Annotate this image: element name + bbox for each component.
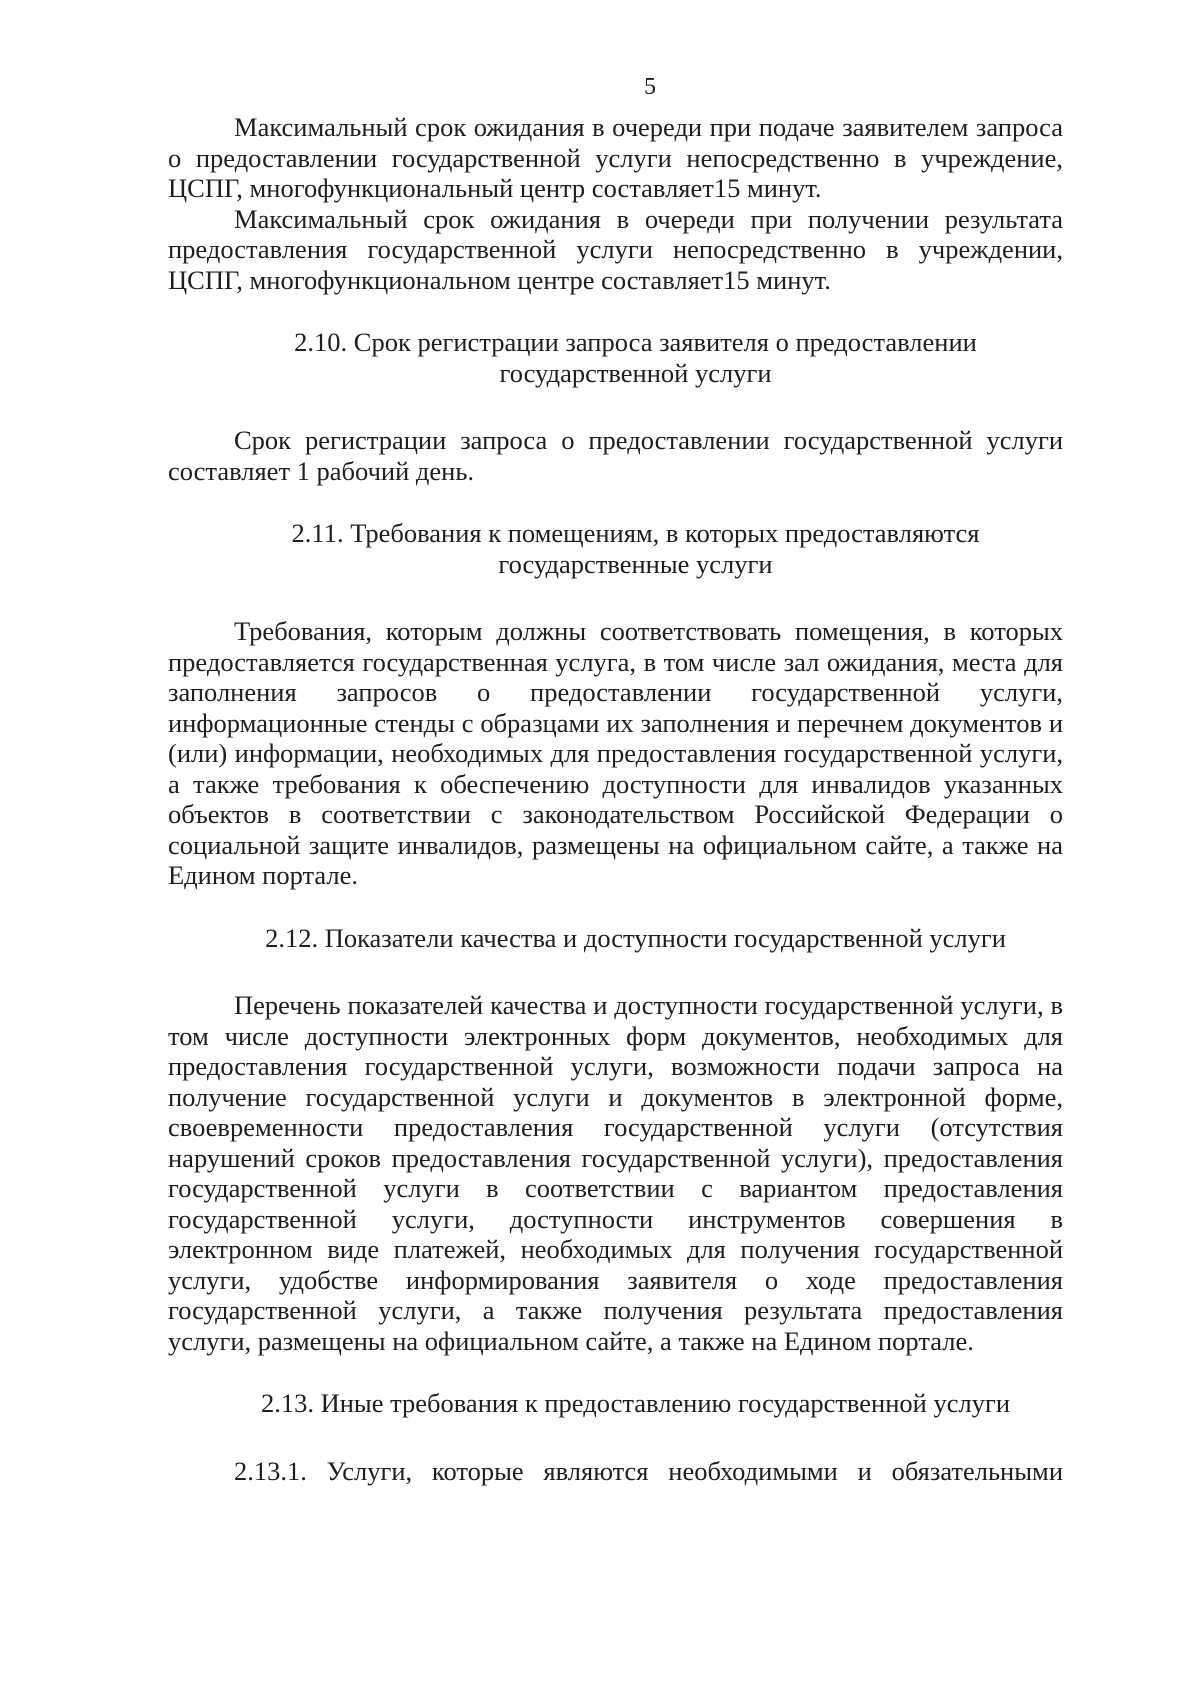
paragraph-queue-result: Максимальный срок ожидания в очереди при получении результата предоставления государственной услуги непосредственно в учреждении, ЦСПГ, многофункциональном центре составляет15 минут. <box>168 203 1063 295</box>
page-number: 5 <box>644 74 656 100</box>
paragraph-2-13-1: 2.13.1. Услуги, которые являются необходимыми и обязательными <box>234 1455 1063 1486</box>
section-heading-2-11-line1: 2.11. Требования к помещениям, в которых предоставляются <box>291 518 980 548</box>
section-heading-2-11 <box>168 518 1063 579</box>
section-heading-2-10-line2: государственной услуги <box>499 357 772 388</box>
paragraph-premises-requirements: Требования, которым должны соответствовать помещения, в которых предоставляется государственная услуга, в том числе зал ожидания, места для заполнения запросов о предоставлении государственной услуги, информационные стенды с образцами их заполнения и перечнем документов и (или) информации, необходимых для предоставления государственной услуги, а также требования к обеспечению доступности для инвалидов указанных объектов в соответствии с законодательством Российской Федерации о социальной защите инвалидов, размещены на официальном сайте, а также на Едином портале. <box>168 616 1063 890</box>
section-heading-2-13: 2.13. Иные требования к предоставлению государственной услуги <box>260 1388 1010 1418</box>
document-body <box>168 112 1063 1486</box>
section-heading-2-11-line2: государственные услуги <box>498 548 773 579</box>
paragraph-quality-indicators: Перечень показателей качества и доступности государственной услуги, в том числе доступности электронных форм документов, необходимых для предоставления государственной услуги, возможности подачи запроса на получение государственной услуги и документов в электронной форме, своевременности предоставления государственной услуги (отсутствия нарушений сроков предоставления государственной услуги), предоставления государственной услуги в соответствии с вариантом предоставления государственной услуги, доступности инструментов совершения в электронном виде платежей, необходимых для получения государственной услуги, удобстве информирования заявителя о ходе предоставления государственной услуги, а также получения результата предоставления услуги, размещены на официальном сайте, а также на Едином портале. <box>168 990 1063 1356</box>
section-heading-2-10 <box>168 327 1063 388</box>
section-heading-2-10-line1: 2.10. Срок регистрации запроса заявителя о предоставлении <box>294 327 977 357</box>
section-heading-2-12: 2.12. Показатели качества и доступности государственной услуги <box>265 922 1006 953</box>
paragraph-registration-term: Срок регистрации запроса о предоставлении государственной услуги составляет 1 рабочий день. <box>168 425 1063 486</box>
paragraph-queue-submission: Максимальный срок ожидания в очереди при подаче заявителем запроса о предоставлении государственной услуги непосредственно в учреждение, ЦСПГ, многофункциональный центр составляет15 минут. <box>168 112 1063 203</box>
